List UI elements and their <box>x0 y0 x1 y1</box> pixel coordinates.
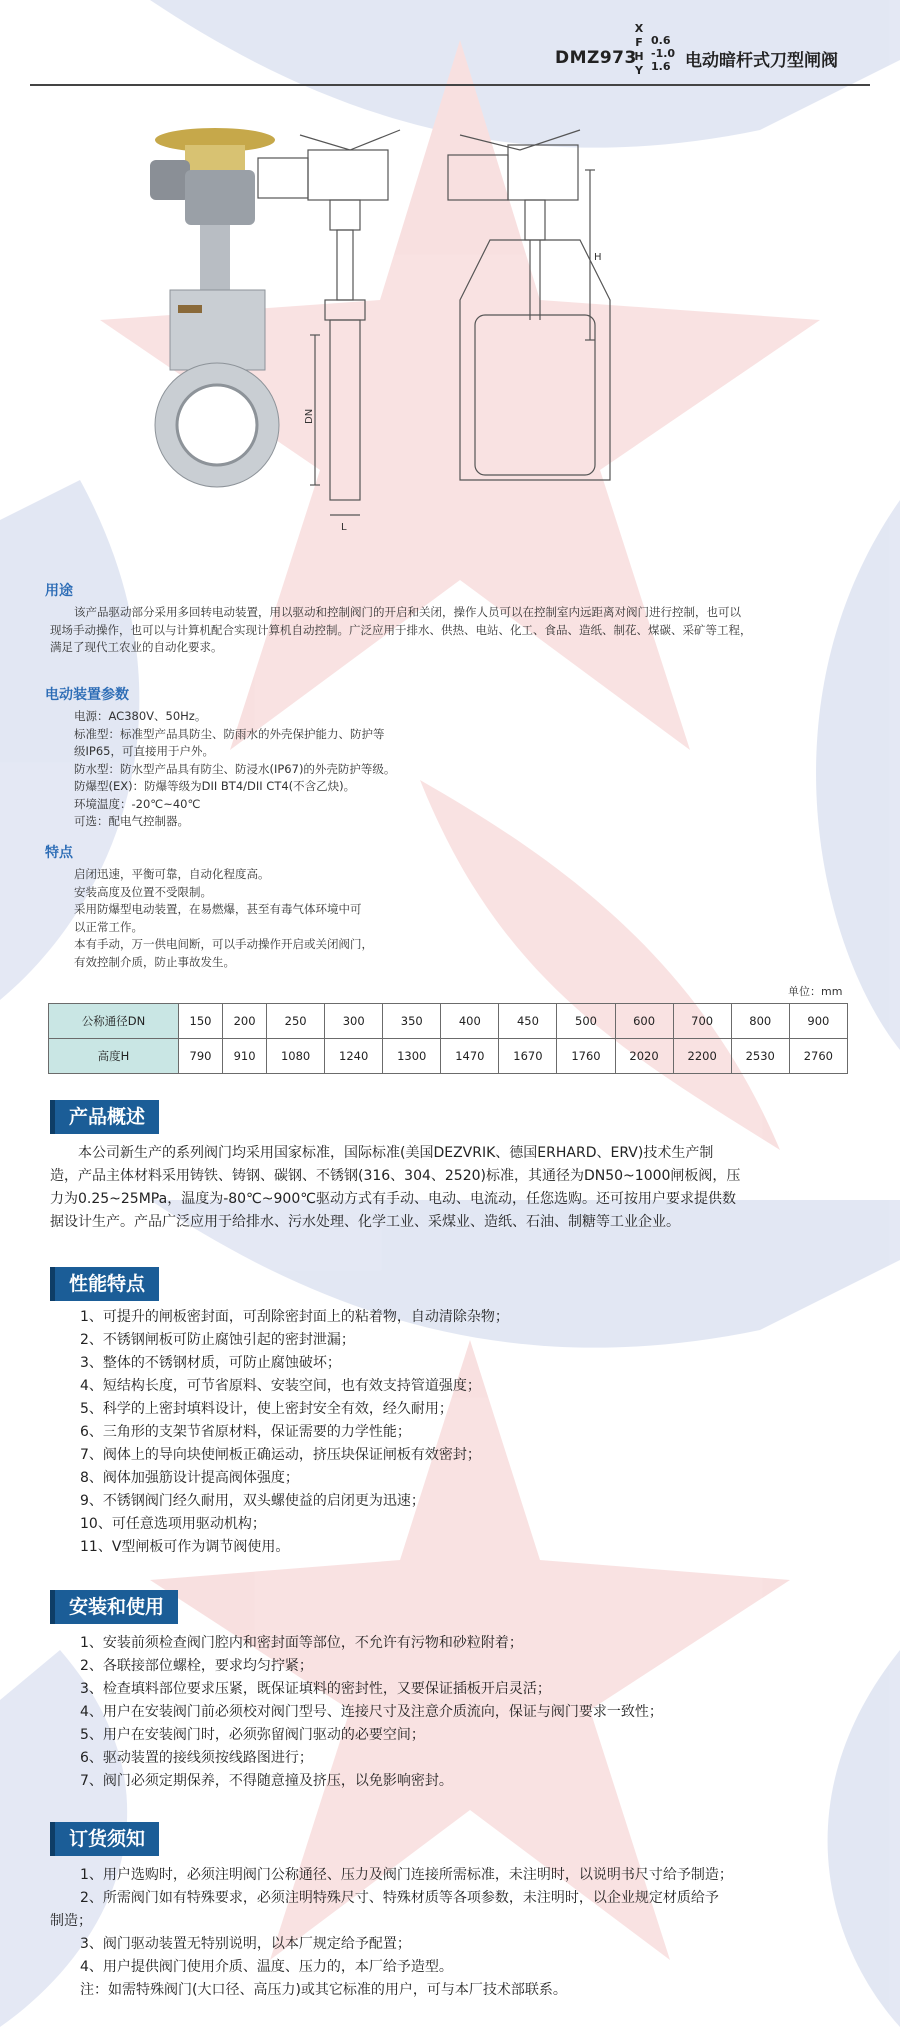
feature-line: 本有手动，万一供电间断，可以手动操作开启或关闭阀门， <box>74 937 373 951</box>
electric-line: 环境温度：-20℃~40℃ <box>74 796 201 811</box>
performance-heading: 性能特点 <box>50 1267 159 1301</box>
unit-label: 单位：mm <box>788 985 843 998</box>
performance-line: 4、短结构长度，可节省原料、安装空间，也有效支持管道强度； <box>80 1378 481 1394</box>
pressure-1-0: 1.0 <box>655 47 676 60</box>
order-line: 3、阀门驱动装置无特别说明，以本厂规定给予配置； <box>80 1936 411 1952</box>
electric-line: 防爆型(EX)：防爆等级为DII BT4/DII CT4(不含乙炔)。 <box>74 779 356 793</box>
performance-line: 3、整体的不锈钢材质，可防止腐蚀破坏； <box>80 1355 341 1371</box>
pressure-1-6: 1.6 <box>651 60 671 73</box>
feature-line: 采用防爆型电动装置，在易燃爆，甚至有毒气体环境中可 <box>74 902 362 916</box>
table-row-h <box>49 1039 848 1074</box>
table-cell: 200 <box>223 1004 267 1039</box>
table-cell: 250 <box>267 1004 325 1039</box>
features-heading: 特点 <box>45 845 73 861</box>
install-heading: 安装和使用 <box>50 1590 178 1624</box>
order-line: 2、所需阀门如有特殊要求，必须注明特殊尺寸、特殊材质等各项参数，未注明时，以企业规定材质给予 <box>80 1890 719 1906</box>
table-cell: 800 <box>731 1004 789 1039</box>
letter-h: H <box>634 50 644 63</box>
electric-heading: 电动装置参数 <box>45 687 129 703</box>
table-cell: 2530 <box>731 1039 789 1074</box>
table-cell: 910 <box>223 1039 267 1074</box>
install-line: 5、用户在安装阀门时，必须弥留阀门驱动的必要空间； <box>80 1727 425 1743</box>
performance-list <box>80 1306 509 1559</box>
letter-x: X <box>634 22 644 35</box>
performance-line: 6、三角形的支架节省原材料，保证需要的力学性能； <box>80 1424 411 1440</box>
letter-f: F <box>635 36 643 49</box>
install-line: 2、各联接部位螺栓，要求均匀拧紧； <box>80 1658 313 1674</box>
install-line: 3、检查填料部位要求压紧，既保证填料的密封性，又要保证插板开启灵活； <box>80 1681 551 1697</box>
model-code: DMZ973 <box>555 48 637 68</box>
label-l: L <box>341 522 347 533</box>
table-cell: 790 <box>179 1039 223 1074</box>
usage-line: 现场手动操作，也可以与计算机配合实现计算机自动控制。广泛应用于排水、供热、电站、化工、食品、造纸、制花、煤碳、采矿等工程， <box>50 622 752 637</box>
table-cell: 2200 <box>673 1039 731 1074</box>
valve-photo <box>150 128 279 487</box>
row-label-dn: 公称通径DN <box>49 1004 179 1039</box>
performance-line: 9、不锈钢阀门经久耐用，双头螺使益的启闭更为迅速； <box>80 1493 425 1509</box>
performance-line: 11、V型闸板可作为调节阀使用。 <box>80 1539 290 1555</box>
type-letters <box>633 22 645 78</box>
features-list <box>74 866 373 971</box>
order-line: 制造； <box>50 1913 92 1929</box>
performance-line: 2、不锈钢闸板可防止腐蚀引起的密封泄漏； <box>80 1332 355 1348</box>
install-line: 1、安装前须检查阀门腔内和密封面等部位，不允许有污物和砂粒附着； <box>80 1635 523 1651</box>
electric-line: 级IP65，可直接用于户外。 <box>74 744 214 758</box>
table-cell: 700 <box>673 1004 731 1039</box>
order-line: 1、用户选购时，必须注明阀门公称通径、压力及阀门连接所需标准，未注明时，以说明书尺寸给予制造； <box>80 1867 733 1883</box>
table-cell: 150 <box>179 1004 223 1039</box>
order-line: 4、用户提供阀门使用介质、温度、压力的，本厂给予造型。 <box>80 1959 453 1975</box>
valve-front-drawing <box>448 130 610 480</box>
table-cell: 450 <box>499 1004 557 1039</box>
row-label-h: 高度H <box>49 1039 179 1074</box>
table-cell: 600 <box>615 1004 673 1039</box>
overview-line: 据设计生产。产品广泛应用于给排水、污水处理、化学工业、采煤业、造纸、石油、制糖等工业企业。 <box>50 1214 680 1230</box>
usage-heading: 用途 <box>45 583 73 599</box>
usage-text <box>50 604 752 657</box>
overview-text <box>50 1142 740 1234</box>
usage-line: 该产品驱动部分采用多回转电动装置，用以驱动和控制阀门的开启和关闭，操作人员可以在控制室内远距离对阀门进行控制，也可以 <box>74 605 741 619</box>
header-divider <box>30 84 870 86</box>
header <box>555 22 895 82</box>
install-line: 4、用户在安装阀门前必须校对阀门型号、连接尺寸及注意介质流向，保证与阀门要求一致性； <box>80 1704 663 1720</box>
order-heading: 订货须知 <box>50 1822 159 1856</box>
performance-line: 1、可提升的闸板密封面，可刮除密封面上的粘着物，自动清除杂物； <box>80 1309 509 1325</box>
install-line: 7、阀门必须定期保养，不得随意撞及挤压，以免影响密封。 <box>80 1773 453 1789</box>
table-cell: 1760 <box>557 1039 615 1074</box>
feature-line: 启闭迅速，平衡可靠，自动化程度高。 <box>74 867 270 881</box>
pressure-0-6: 0.6 <box>651 34 671 47</box>
table-row-dn <box>49 1004 848 1039</box>
electric-line: 电源：AC380V、50Hz。 <box>74 709 207 723</box>
install-list <box>80 1632 663 1793</box>
install-line: 6、驱动装置的接线须按线路图进行； <box>80 1750 313 1766</box>
performance-line: 10、可任意选项用驱动机构； <box>80 1516 266 1532</box>
table-cell: 350 <box>383 1004 441 1039</box>
table-cell: 2020 <box>615 1039 673 1074</box>
label-dn: DN <box>304 408 315 424</box>
overview-line: 造，产品主体材料采用铸铁、铸钢、碳钢、不锈钢(316、304、2520)标准，其通径为DN50~1000闸板阀，压 <box>50 1168 741 1184</box>
product-title: 电动暗杆式刀型闸阀 <box>685 51 838 71</box>
usage-line: 满足了现代工农业的自动化要求。 <box>50 640 223 654</box>
table-cell: 900 <box>789 1004 847 1039</box>
order-note: 注：如需特殊阀门(大口径、高压力)或其它标准的用户，可与本厂技术部联系。 <box>80 1982 567 1998</box>
performance-line: 7、阀体上的导向块使闸板正确运动，挤压块保证闸板有效密封； <box>80 1447 481 1463</box>
performance-line: 8、阀体加强筋设计提高阀体强度； <box>80 1470 299 1486</box>
spec-table <box>48 1003 848 1074</box>
table-cell: 1240 <box>325 1039 383 1074</box>
feature-line: 以正常工作。 <box>74 919 143 934</box>
feature-line: 安装高度及位置不受限制。 <box>74 884 212 899</box>
table-cell: 400 <box>441 1004 499 1039</box>
table-cell: 1670 <box>499 1039 557 1074</box>
table-cell: 2760 <box>789 1039 847 1074</box>
table-cell: 1300 <box>383 1039 441 1074</box>
overview-line: 本公司新生产的系列阀门均采用国家标准，国际标准(美国DEZVRIK、德国ERHARD、ERV)技术生产制 <box>50 1145 714 1161</box>
label-h: H <box>594 252 602 263</box>
feature-line: 有效控制介质，防止事故发生。 <box>74 954 235 969</box>
order-list <box>50 1864 733 2002</box>
overview-line: 力为0.25~25MPa，温度为-80℃~900℃驱动方式有手动、电动、电流动，任您选购。还可按用户要求提供数 <box>50 1191 736 1207</box>
table-cell: 1080 <box>267 1039 325 1074</box>
valve-figures <box>130 120 830 540</box>
overview-heading: 产品概述 <box>50 1100 159 1134</box>
valve-side-drawing <box>258 130 400 515</box>
table-cell: 500 <box>557 1004 615 1039</box>
pressure-ratings: 0.6 -1.0 1.6 <box>651 34 676 73</box>
table-cell: 300 <box>325 1004 383 1039</box>
electric-line: 防水型：防水型产品具有防尘、防浸水(IP67)的外壳防护等级。 <box>74 761 396 776</box>
electric-line: 标准型：标准型产品具防尘、防雨水的外壳保护能力、防护等 <box>74 726 385 741</box>
performance-line: 5、科学的上密封填料设计，使上密封安全有效，经久耐用； <box>80 1401 453 1417</box>
table-cell: 1470 <box>441 1039 499 1074</box>
letter-y: Y <box>635 64 643 77</box>
electric-line: 可选：配电气控制器。 <box>74 814 189 828</box>
electric-params <box>74 708 395 831</box>
